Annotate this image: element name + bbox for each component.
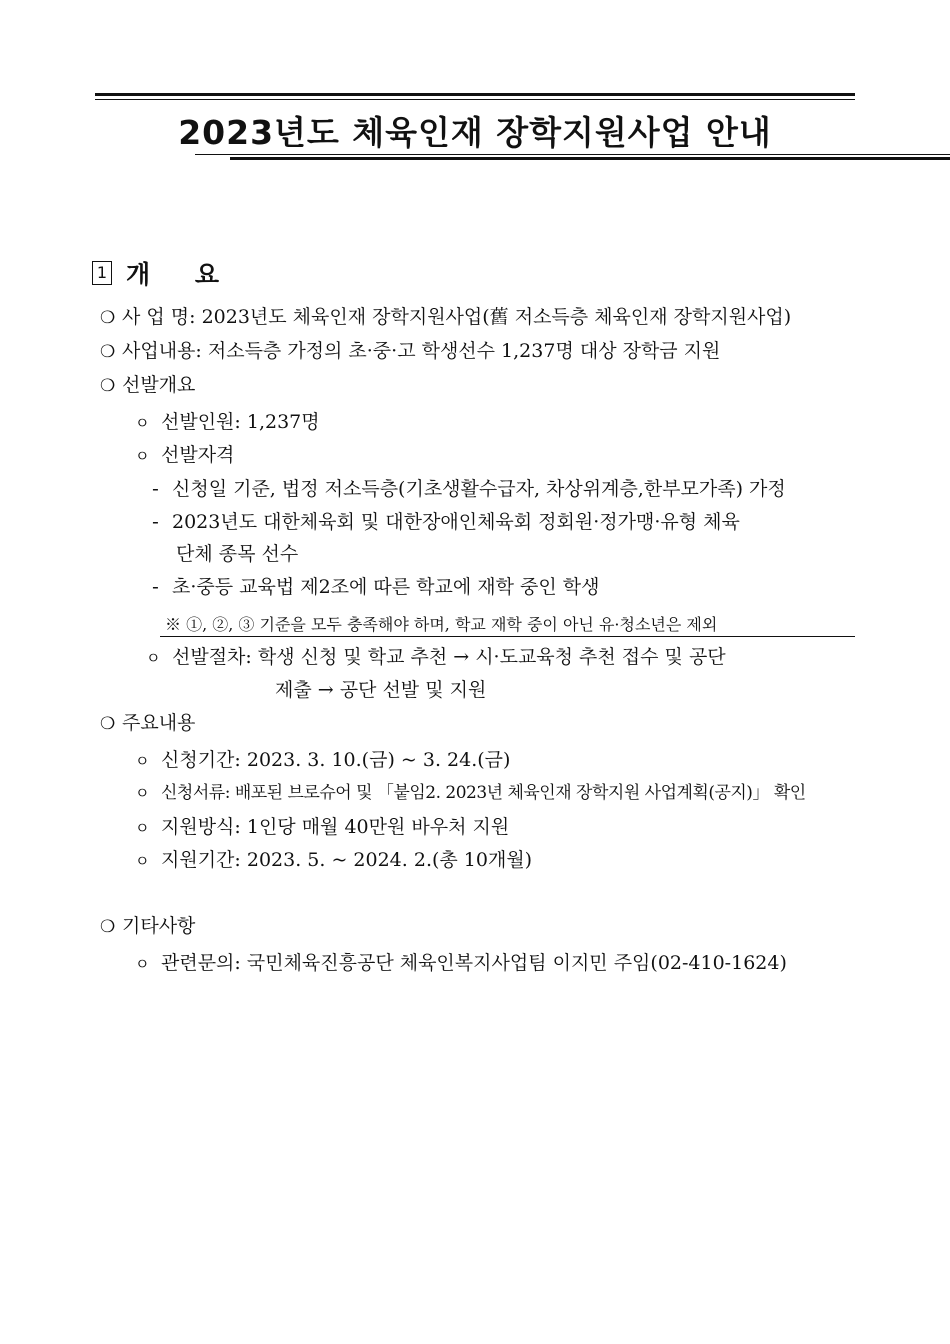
small-bullet-icon: ㅇ: [135, 955, 150, 973]
section-number-box: 1: [92, 261, 112, 285]
note-underline: [160, 636, 855, 637]
small-bullet-icon: ㅇ: [135, 447, 150, 465]
qualification-1: - 신청일 기준, 법정 저소득층(기초생활수급자, 차상위계층,한부모가족) 가정: [152, 478, 786, 500]
item-selection-procedure: ㅇ 선발절차: 학생 신청 및 학교 추천 → 시·도교육청 추천 접수 및 공단: [146, 646, 726, 668]
title-bottom-rule-thin: [195, 154, 950, 155]
title-top-rule: [95, 93, 855, 96]
circle-bullet-icon: ❍: [100, 917, 116, 937]
title-box: [95, 93, 855, 161]
item-application-period: ㅇ 신청기간: 2023. 3. 10.(금) ~ 3. 24.(금): [135, 749, 511, 771]
circle-bullet-icon: ❍: [100, 342, 116, 362]
document-title: 2023년도 체육인재 장학지원사업 안내: [178, 113, 772, 152]
circle-bullet-icon: ❍: [100, 714, 116, 734]
item-contact: ㅇ 관련문의: 국민체육진흥공단 체육인복지사업팀 이지민 주임(02-410-1624): [135, 952, 787, 974]
section-heading: [92, 255, 237, 291]
dash-bullet-icon: -: [152, 478, 159, 500]
item-main-content: ❍ 주요내용: [100, 712, 196, 734]
qualification-2: - 2023년도 대한체육회 및 대한장애인체육회 정회원·정가맹·유형 체육: [152, 511, 740, 533]
qualification-note: ※ ①, ②, ③ 기준을 모두 충족해야 하며, 학교 재학 중이 아닌 유·청소년은 제외: [165, 615, 718, 634]
small-bullet-icon: ㅇ: [146, 649, 161, 667]
selection-procedure-cont: 제출 → 공단 선발 및 지원: [275, 679, 487, 701]
item-selection-qualification: ㅇ 선발자격: [135, 444, 235, 466]
item-support-method: ㅇ 지원방식: 1인당 매월 40만원 바우처 지원: [135, 816, 510, 838]
dash-bullet-icon: -: [152, 511, 159, 533]
item-selection-overview: ❍ 선발개요: [100, 374, 196, 396]
small-bullet-icon: ㅇ: [135, 752, 150, 770]
item-support-period: ㅇ 지원기간: 2023. 5. ~ 2024. 2.(총 10개월): [135, 849, 533, 871]
qualification-2-cont: 단체 종목 선수: [176, 543, 299, 565]
section-title: 개 요: [126, 260, 238, 289]
small-bullet-icon: ㅇ: [135, 852, 150, 870]
item-application-documents: ㅇ 신청서류: 배포된 브로슈어 및 「붙임2. 2023년 체육인재 장학지원 사업계획(공지)」 확인: [135, 783, 806, 803]
circle-bullet-icon: ❍: [100, 376, 116, 396]
title-bottom-rule: [230, 157, 950, 160]
dash-bullet-icon: -: [152, 576, 159, 598]
qualification-3: - 초·중등 교육법 제2조에 따른 학교에 재학 중인 학생: [152, 576, 600, 598]
small-bullet-icon: ㅇ: [135, 784, 149, 802]
item-other: ❍ 기타사항: [100, 915, 196, 937]
small-bullet-icon: ㅇ: [135, 819, 150, 837]
item-selection-count: ㅇ 선발인원: 1,237명: [135, 411, 320, 433]
item-project-content: ❍ 사업내용: 저소득층 가정의 초·중·고 학생선수 1,237명 대상 장학금 지원: [100, 340, 721, 362]
circle-bullet-icon: ❍: [100, 308, 116, 328]
small-bullet-icon: ㅇ: [135, 414, 150, 432]
title-top-rule-thin: [95, 99, 855, 100]
item-project-name: ❍ 사 업 명: 2023년도 체육인재 장학지원사업(舊 저소득층 체육인재 장학지원사업): [100, 306, 792, 328]
